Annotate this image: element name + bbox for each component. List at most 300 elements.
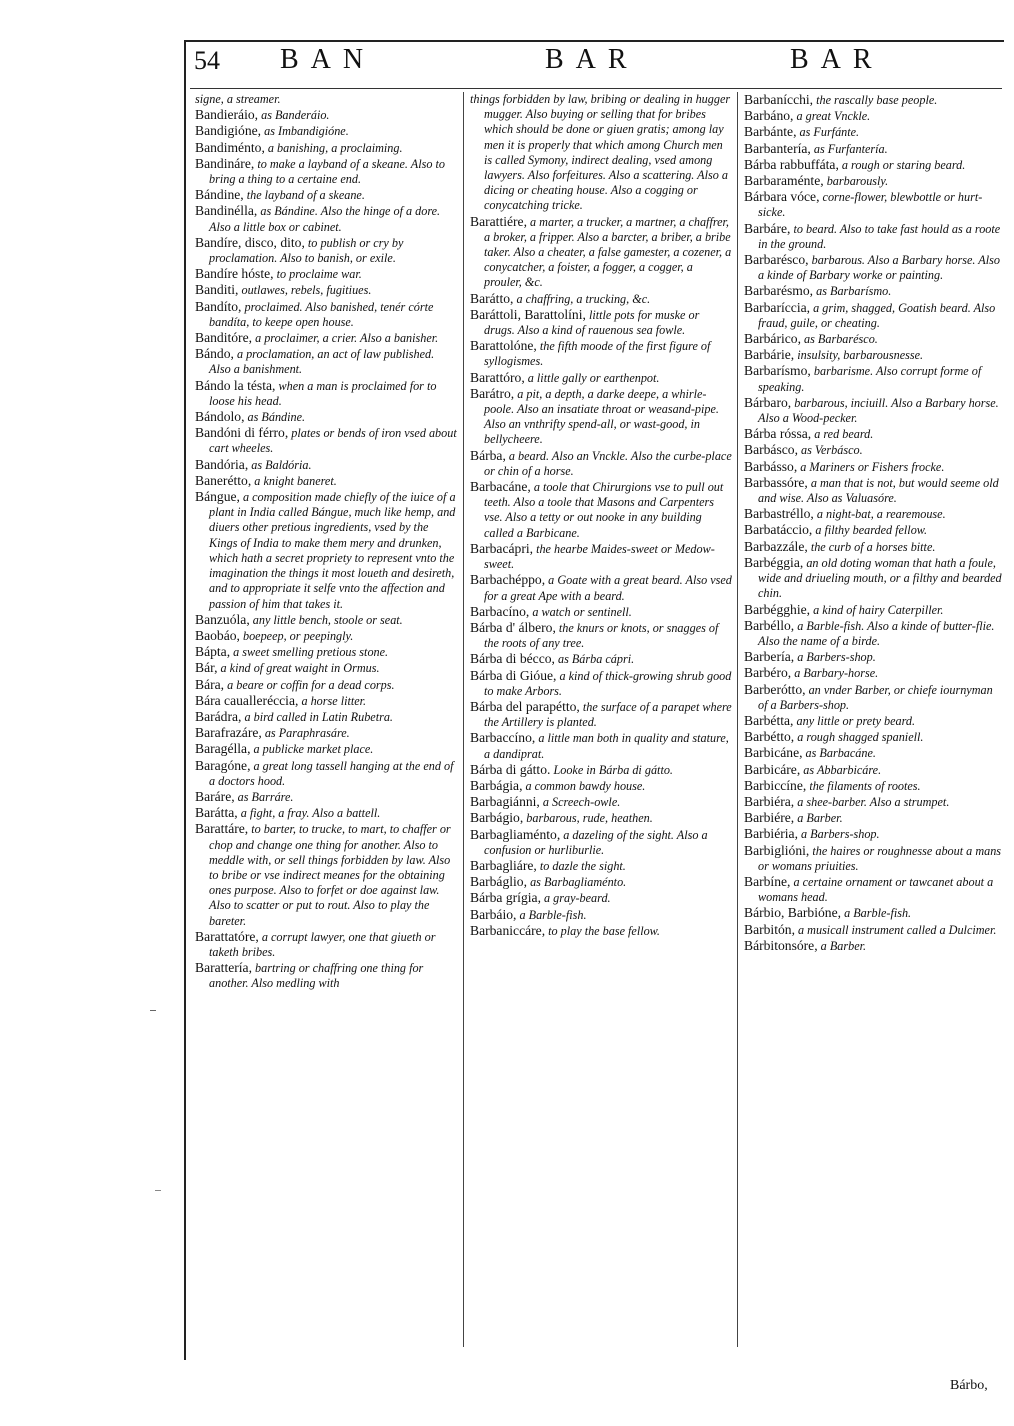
header-rule <box>190 88 1002 89</box>
entry-headword: Barbágio, <box>470 810 524 826</box>
entry-headword: Barberótto, <box>744 681 806 697</box>
entry-definition: a composition made chiefly of the iuice of a plant in India called Bángue, much like hemp, and diuers other pretious ingredients, vsed by the Kings of India to make them mery and drunken, which hath a secret propriety to represent vnto the imagination the things it most loueth and desireth, and to appropriate it selfe vnto the affection and passion of him that takes it. <box>209 490 456 611</box>
entry-definition: an old doting woman that hath a foule, wide and driueling mouth, or a filthy and bearded chin. <box>758 555 1002 601</box>
dictionary-entry <box>744 221 1004 252</box>
entry-headword: Barbarésmo, <box>744 283 814 299</box>
entry-definition: a gray-beard. <box>544 891 611 906</box>
entry-headword: Barbiére, <box>744 810 795 826</box>
dictionary-entry <box>470 386 732 448</box>
entry-definition: a beare or coffin for a dead corps. <box>227 677 395 692</box>
dictionary-entry <box>744 762 1004 778</box>
dictionary-entry <box>744 602 1004 618</box>
entry-definition: as Barbarésco. <box>804 332 878 347</box>
entry-headword: Barátro, <box>470 385 515 401</box>
entry-headword: Barbiccíne, <box>744 777 807 793</box>
entry-definition: the knurs or knots, or snagges of the roots of any tree. <box>484 620 719 651</box>
entry-headword: Barbáio, <box>470 906 517 922</box>
dictionary-entry <box>744 539 1004 555</box>
entry-definition: things forbidden by law, bribing or dealing in hugger mugger. Also buying or selling that for bribes which should be done or giuen gratis; among lay men it is properly that which among Church men is called Symony, indirect dealing, vsed among lawyers. Also forfeitures. Also a scattering. Also a dicing or cheating house. Also a cogging or conycatching tricke. <box>470 92 731 213</box>
entry-headword: Baragóne, <box>195 757 251 773</box>
entry-headword: Barbitón, <box>744 921 795 937</box>
dictionary-entry <box>744 283 1004 299</box>
entry-headword: Bárba róssa, <box>744 426 812 442</box>
entry-definition: the filaments of rootes. <box>809 778 921 793</box>
entry-definition: as Baldória. <box>251 457 312 472</box>
entry-definition: a little gally or earthenpot. <box>527 370 660 385</box>
dictionary-entry <box>195 644 457 660</box>
entry-headword: Bárbaro, <box>744 394 792 410</box>
entry-headword: Bandíre hóste, <box>195 266 274 282</box>
entry-headword: Barbazzále, <box>744 538 808 554</box>
entry-definition: plates or bends of iron vsed about cart wheeles. <box>209 426 457 456</box>
entry-headword: Barattolóne, <box>470 338 537 354</box>
entry-definition: when a man is proclaimed for to loose his head. <box>209 378 437 408</box>
entry-definition: barbarous. Also a Barbary horse. Also a kinde of Barbary worke or painting. <box>758 253 1000 283</box>
dictionary-entry <box>744 794 1004 810</box>
entry-headword: Baráre, <box>195 788 235 804</box>
dictionary-entry <box>744 745 1004 761</box>
entry-headword: Bárbio, Barbióne, <box>744 905 842 921</box>
dictionary-entry <box>195 425 457 456</box>
dictionary-entry <box>195 805 457 821</box>
dictionary-entry <box>744 826 1004 842</box>
entry-definition: the hearbe Maides-sweet or Medow-sweet. <box>484 541 715 572</box>
entry-definition: a musicall instrument called a Dulcimer. <box>798 922 997 937</box>
page-number: 54 <box>194 46 220 75</box>
entry-headword: Bárba di gátto. <box>470 761 551 777</box>
entry-definition: to publish or cry by proclamation. Also to banish, or exile. <box>209 235 404 266</box>
entry-definition: as Verbásco. <box>801 443 863 458</box>
dictionary-entry <box>470 448 732 479</box>
entry-headword: Barbásco, <box>744 442 798 458</box>
entry-headword: Barbárico, <box>744 331 801 347</box>
dictionary-entry <box>195 282 457 298</box>
entry-headword: Banerétto, <box>195 472 252 488</box>
entry-definition: a Barber. <box>797 811 843 826</box>
running-head-right: BAR <box>790 44 884 75</box>
dictionary-entry <box>195 346 457 377</box>
dictionary-entry <box>470 810 732 826</box>
entry-definition: a Mariners or Fishers frocke. <box>800 459 945 474</box>
entry-headword: Baobáo, <box>195 627 240 643</box>
entry-headword: Barbéro, <box>744 665 792 681</box>
dictionary-entry <box>470 541 732 572</box>
entry-headword: Bárba d' álbero, <box>470 619 556 635</box>
entry-definition: bartring or chaffring one thing for another. Also medling with <box>209 961 424 991</box>
entry-definition: a watch or sentinell. <box>532 604 632 619</box>
entry-headword: Barbacíno, <box>470 603 530 619</box>
entry-definition: a certaine ornament or tawcanet about a womans head. <box>758 874 994 905</box>
entry-definition: a grim, shagged, Goatish beard. Also fraud, guile, or cheating. <box>758 300 996 330</box>
entry-definition: a rough shagged spaniell. <box>797 730 924 745</box>
entry-definition: a great Vnckle. <box>796 109 871 124</box>
dictionary-entry <box>744 157 1004 173</box>
entry-headword: Barbicáne, <box>744 745 803 761</box>
entry-definition: a horse litter. <box>301 693 367 708</box>
entry-definition: a great long tassell hanging at the end of a doctors hood. <box>209 758 454 788</box>
entry-headword: Barbantería, <box>744 140 811 156</box>
entry-headword: Barbarésco, <box>744 252 809 268</box>
entry-definition: the layband of a skeane. <box>246 188 365 203</box>
dictionary-entry <box>744 459 1004 475</box>
entry-headword: Bandiménto, <box>195 139 265 155</box>
column-divider <box>737 92 738 1347</box>
dictionary-entry <box>470 214 732 291</box>
entry-definition: the haires or roughnesse about a mans or womans priuities. <box>758 843 1002 873</box>
entry-headword: Barbería, <box>744 649 795 665</box>
dictionary-entry <box>744 843 1004 874</box>
dictionary-entry <box>195 409 457 425</box>
entry-headword: Barattiére, <box>470 213 527 229</box>
entry-headword: Barattóro, <box>470 369 525 385</box>
dictionary-entry <box>195 960 457 991</box>
entry-definition: as Bárba cápri. <box>557 652 635 667</box>
dictionary-entry <box>470 923 732 939</box>
dictionary-entry <box>195 709 457 725</box>
dictionary-entry <box>744 395 1004 426</box>
entry-headword: Bandieráio, <box>195 107 259 123</box>
dictionary-entry <box>195 821 457 928</box>
dictionary-entry <box>470 668 732 699</box>
entry-definition: to dazle the sight. <box>539 858 626 873</box>
entry-definition: to beard. Also to take fast hould as a roote in the ground. <box>758 221 1001 251</box>
dictionary-entry <box>470 858 732 874</box>
entry-headword: Barbaniccáre, <box>470 922 546 938</box>
dictionary-entry <box>744 475 1004 506</box>
entry-definition: a Screech-owle. <box>542 795 621 810</box>
column-middle <box>470 92 732 939</box>
dictionary-entry <box>195 107 457 123</box>
entry-definition: barbarous, rude, heathen. <box>526 811 653 826</box>
dictionary-entry <box>744 173 1004 189</box>
entry-headword: Bár, <box>195 660 218 676</box>
entry-headword: Bárbitonsóre, <box>744 937 818 953</box>
dictionary-entry <box>744 665 1004 681</box>
dictionary-entry <box>470 307 732 338</box>
entry-definition: a Barble-fish. <box>844 906 912 921</box>
dictionary-entry <box>195 473 457 489</box>
entry-definition: a sweet smelling pretious stone. <box>233 645 389 660</box>
entry-headword: Bándo, <box>195 346 234 362</box>
entry-definition: a proclamation, an act of law published. Also a banishment. <box>209 347 435 377</box>
entry-headword: Barbatáccio, <box>744 522 813 538</box>
dictionary-entry <box>195 140 457 156</box>
entry-headword: Barbiéra, <box>744 793 795 809</box>
entry-definition: barbarously. <box>826 174 889 189</box>
entry-definition: a Barbers-shop. <box>797 650 876 665</box>
entry-definition: little pots for muske or drugs. Also a kind of rauenous sea fowle. <box>484 307 700 338</box>
entry-definition: as Furfánte. <box>799 125 860 140</box>
dictionary-entry <box>195 929 457 960</box>
entry-definition: outlawes, rebels, fugitiues. <box>241 283 372 298</box>
dictionary-entry <box>470 370 732 386</box>
entry-headword: Bárba di bécco, <box>470 651 555 667</box>
dictionary-entry <box>744 506 1004 522</box>
entry-headword: Barátto, <box>470 290 514 306</box>
entry-definition: an vnder Barber, or chiefe iournyman of a Barbers-shop. <box>758 682 993 712</box>
entry-definition: a fight, a fray. Also a battell. <box>240 806 381 821</box>
dictionary-entry <box>470 572 732 603</box>
entry-headword: Barbaraménte, <box>744 173 824 189</box>
dictionary-entry <box>744 682 1004 713</box>
entry-headword: Barbacáne, <box>470 479 531 495</box>
dictionary-entry <box>470 620 732 651</box>
dictionary-entry <box>744 874 1004 905</box>
entry-headword: Barbánte, <box>744 124 797 140</box>
entry-definition: a beard. Also an Vnckle. Also the curbe-place or chin of a horse. <box>484 448 732 478</box>
dictionary-entry <box>744 426 1004 442</box>
dictionary-entry <box>744 555 1004 602</box>
entry-definition: to barter, to trucke, to mart, to chaffer or chop and change one thing for another. Also to meddle with, or sell things forbidden by law. Also to bribe or vse indirect meanes for the obtaining ones purpose. Also to forfet or doe against law. Also to scatter or put to rout. Also to play the bareter. <box>209 822 451 928</box>
dictionary-entry <box>470 92 732 214</box>
dictionary-entry <box>470 890 732 906</box>
dictionary-entry <box>470 794 732 810</box>
entry-definition: signe, a streamer. <box>195 92 281 106</box>
entry-headword: Banditi, <box>195 282 239 298</box>
entry-definition: Looke in Bárba di gátto. <box>553 762 673 777</box>
entry-definition: a Goate with a great beard. Also vsed for a great Ape with a beard. <box>484 573 732 603</box>
entry-headword: Bára, <box>195 676 225 692</box>
entry-definition: as Imbandigióne. <box>264 124 349 139</box>
dictionary-entry <box>470 827 732 858</box>
dictionary-entry <box>195 489 457 612</box>
entry-headword: Barbassóre, <box>744 474 808 490</box>
entry-definition: any little bench, stoole or seat. <box>252 612 403 627</box>
entry-definition: a proclaimer, a crier. Also a banisher. <box>255 331 439 346</box>
entry-headword: Barbétto, <box>744 729 795 745</box>
entry-headword: Barbacápri, <box>470 540 534 556</box>
entry-headword: Bárba rabbuffáta, <box>744 156 839 172</box>
page-header <box>190 42 1000 82</box>
entry-headword: Bápta, <box>195 644 231 660</box>
entry-headword: Bárba di Gióue, <box>470 667 557 683</box>
entry-definition: a bird called in Latin Rubetra. <box>244 709 393 724</box>
entry-headword: Bandinélla, <box>195 203 258 219</box>
entry-headword: Barbachéppo, <box>470 572 546 588</box>
dictionary-entry <box>744 300 1004 331</box>
running-head-center: BAR <box>545 44 639 75</box>
entry-headword: Barbagiánni, <box>470 794 540 810</box>
entry-headword: Barbágia, <box>470 777 523 793</box>
entry-headword: Barbásso, <box>744 458 798 474</box>
entry-headword: Barbagliaménto, <box>470 826 561 842</box>
entry-headword: Barbagliáre, <box>470 857 537 873</box>
dictionary-entry <box>744 938 1004 954</box>
entry-headword: Barbéllo, <box>744 617 795 633</box>
catchword: Bárbo, <box>950 1378 988 1393</box>
dictionary-entry <box>195 612 457 628</box>
dictionary-entry <box>744 922 1004 938</box>
entry-headword: Bandináre, <box>195 155 255 171</box>
entry-definition: a Barble-fish. Also a kinde of butter-flie. Also the name of a birde. <box>758 618 995 648</box>
entry-headword: Barbanícchi, <box>744 92 814 107</box>
stray-mark <box>155 1190 161 1191</box>
entry-definition: corne-flower, blewbottle or hurt-sicke. <box>758 190 983 220</box>
dictionary-entry <box>195 330 457 346</box>
entry-headword: Bárba grígia, <box>470 890 541 906</box>
entry-headword: Barbarísmo, <box>744 363 811 379</box>
entry-headword: Bandóni di férro, <box>195 425 289 441</box>
entry-definition: a publicke market place. <box>253 742 374 757</box>
entry-definition: a rough or staring beard. <box>841 157 966 172</box>
entry-definition: insulsity, barbarousnesse. <box>797 348 924 363</box>
entry-definition: as Paraphrasáre. <box>264 726 350 741</box>
entry-definition: the fifth moode of the first figure of syllogismes. <box>484 339 711 369</box>
entry-headword: Bandíto, <box>195 298 242 314</box>
entry-headword: Bándolo, <box>195 409 245 425</box>
entry-headword: Barattería, <box>195 960 252 976</box>
entry-definition: a night-bat, a rearemouse. <box>816 507 946 522</box>
entry-headword: Barbaccíno, <box>470 730 536 746</box>
entry-headword: Baragélla, <box>195 741 251 757</box>
dictionary-entry <box>470 907 732 923</box>
entry-definition: a Barbers-shop. <box>801 827 880 842</box>
entry-definition: a little man both in quality and stature, a dandiprat. <box>484 731 729 761</box>
dictionary-entry <box>744 108 1004 124</box>
dictionary-entry <box>744 124 1004 140</box>
entry-headword: Barbastréllo, <box>744 506 814 522</box>
dictionary-entry <box>195 156 457 187</box>
entry-headword: Barátta, <box>195 805 238 821</box>
dictionary-entry <box>195 92 457 107</box>
dictionary-entry <box>470 730 732 761</box>
dictionary-entry <box>744 713 1004 729</box>
dictionary-entry <box>744 442 1004 458</box>
entry-headword: Barbiéria, <box>744 826 798 842</box>
dictionary-entry <box>744 331 1004 347</box>
entry-definition: a Barble-fish. <box>519 907 587 922</box>
entry-definition: a common bawdy house. <box>525 778 646 793</box>
dictionary-entry <box>470 479 732 541</box>
entry-headword: Barattatóre, <box>195 928 259 944</box>
entry-definition: a filthy bearded fellow. <box>815 523 928 538</box>
dictionary-entry <box>744 905 1004 921</box>
dictionary-entry <box>195 123 457 139</box>
dictionary-entry <box>744 618 1004 649</box>
entry-headword: Baráttoli, Barattolíni, <box>470 306 586 322</box>
dictionary-entry <box>744 347 1004 363</box>
entry-headword: Banzuóla, <box>195 611 250 627</box>
entry-headword: Barbáglio, <box>470 874 528 890</box>
entry-headword: Bándo la tésta, <box>195 377 276 393</box>
entry-definition: proclaimed. Also banished, tenér córte bandíta, to keepe open house. <box>209 299 434 329</box>
entry-definition: as Barbagliaménto. <box>530 875 627 890</box>
dictionary-entry <box>470 604 732 620</box>
dictionary-entry <box>470 874 732 890</box>
entry-definition: boepeep, or peepingly. <box>242 628 354 643</box>
dictionary-entry <box>744 810 1004 826</box>
dictionary-entry <box>195 378 457 409</box>
entry-headword: Barbétta, <box>744 712 794 728</box>
entry-headword: Bára caualleréccia, <box>195 692 299 708</box>
entry-headword: Bándine, <box>195 187 244 203</box>
entry-definition: as Barbacáne. <box>805 746 876 761</box>
dictionary-entry <box>470 762 732 778</box>
entry-definition: as Banderáio. <box>261 108 330 123</box>
dictionary-entry <box>195 693 457 709</box>
column-divider <box>463 92 464 1347</box>
entry-definition: as Barbarísmo. <box>816 284 892 299</box>
entry-definition: a Barber. <box>820 938 867 953</box>
entry-headword: Barbicáre, <box>744 761 801 777</box>
entry-definition: as Bándine. Also the hinge of a dore. Also a little box or cabinet. <box>209 204 441 234</box>
entry-definition: a shee-barber. Also a strumpet. <box>797 794 950 809</box>
dictionary-entry <box>195 187 457 203</box>
entry-definition: a kind of hairy Caterpiller. <box>813 602 944 617</box>
dictionary-entry <box>195 299 457 330</box>
entry-headword: Barbíne, <box>744 873 791 889</box>
entry-definition: to play the base fellow. <box>548 923 660 938</box>
entry-headword: Bárbara vóce, <box>744 189 820 205</box>
entry-headword: Barbárie, <box>744 347 795 363</box>
column-right <box>744 92 1004 954</box>
entry-definition: as Furfantería. <box>813 141 888 156</box>
entry-definition: a man that is not, but would seeme old and wise. Also as Valuasóre. <box>758 475 999 506</box>
dictionary-entry <box>744 363 1004 394</box>
entry-definition: as Barráre. <box>237 789 294 804</box>
entry-definition: the curb of a horses bitte. <box>810 539 936 554</box>
entry-definition: barbarisme. Also corrupt forme of speaking. <box>758 364 982 394</box>
dictionary-entry <box>470 778 732 794</box>
dictionary-entry <box>195 758 457 789</box>
dictionary-entry <box>470 291 732 307</box>
entry-headword: Barbégghie, <box>744 601 811 617</box>
entry-headword: Barbáno, <box>744 108 794 124</box>
dictionary-entry <box>744 778 1004 794</box>
dictionary-entry <box>744 189 1004 220</box>
running-head-left: BAN <box>280 44 376 75</box>
entry-headword: Barbáre, <box>744 220 791 236</box>
column-left <box>195 92 457 992</box>
dictionary-entry <box>744 141 1004 157</box>
dictionary-entry <box>195 457 457 473</box>
dictionary-entry <box>744 729 1004 745</box>
dictionary-entry <box>744 252 1004 283</box>
entry-definition: as Bándine. <box>247 410 306 425</box>
entry-definition: as Abbarbicáre. <box>803 762 882 777</box>
entry-headword: Bárba, <box>470 447 506 463</box>
dictionary-entry <box>470 338 732 369</box>
entry-definition: the rascally base people. <box>816 93 938 107</box>
entry-definition: any little or prety beard. <box>796 713 916 728</box>
entry-definition: a pit, a depth, a darke deepe, a whirle-poole. Also an insatiate throat or weasand-pipe. Also an vnthrifty spend-all, or wast-good, in bellycheere. <box>484 386 719 447</box>
entry-headword: Barbiglióni, <box>744 842 810 858</box>
entry-headword: Bandíre, disco, dito, <box>195 234 305 250</box>
dictionary-entry <box>195 660 457 676</box>
entry-definition: a chaffring, a trucking, &c. <box>516 291 651 306</box>
entry-definition: a banishing, a proclaiming. <box>267 140 403 155</box>
dictionary-entry <box>195 628 457 644</box>
entry-headword: Barádra, <box>195 708 242 724</box>
entry-definition: to make a layband of a skeane. Also to bring a thing to a certaine end. <box>209 156 445 187</box>
entry-definition: a knight baneret. <box>254 473 337 488</box>
entry-definition: to proclaime war. <box>276 267 362 282</box>
entry-headword: Bandória, <box>195 456 249 472</box>
dictionary-entry <box>195 789 457 805</box>
entry-definition: barbarous, inciuill. Also a Barbary horse. Also a Wood-pecker. <box>758 395 999 426</box>
dictionary-entry <box>195 677 457 693</box>
page-border-left <box>184 40 186 1360</box>
entry-definition: a kind of great waight in Ormus. <box>220 661 380 676</box>
dictionary-entry <box>744 649 1004 665</box>
dictionary-entry <box>195 725 457 741</box>
stray-mark <box>150 1010 156 1011</box>
dictionary-entry <box>744 92 1004 108</box>
dictionary-entry <box>744 522 1004 538</box>
entry-definition: a marter, a trucker, a martner, a chaffrer, a broker, a fripper. Also a barcter, a briber, a bribe taker. Also a cheater, a false gamester, a cozener, a conycatcher, a foister, a fogger, a cogger, a prouler, &c. <box>484 214 732 290</box>
entry-headword: Bángue, <box>195 489 240 505</box>
entry-headword: Barbaríccia, <box>744 299 811 315</box>
